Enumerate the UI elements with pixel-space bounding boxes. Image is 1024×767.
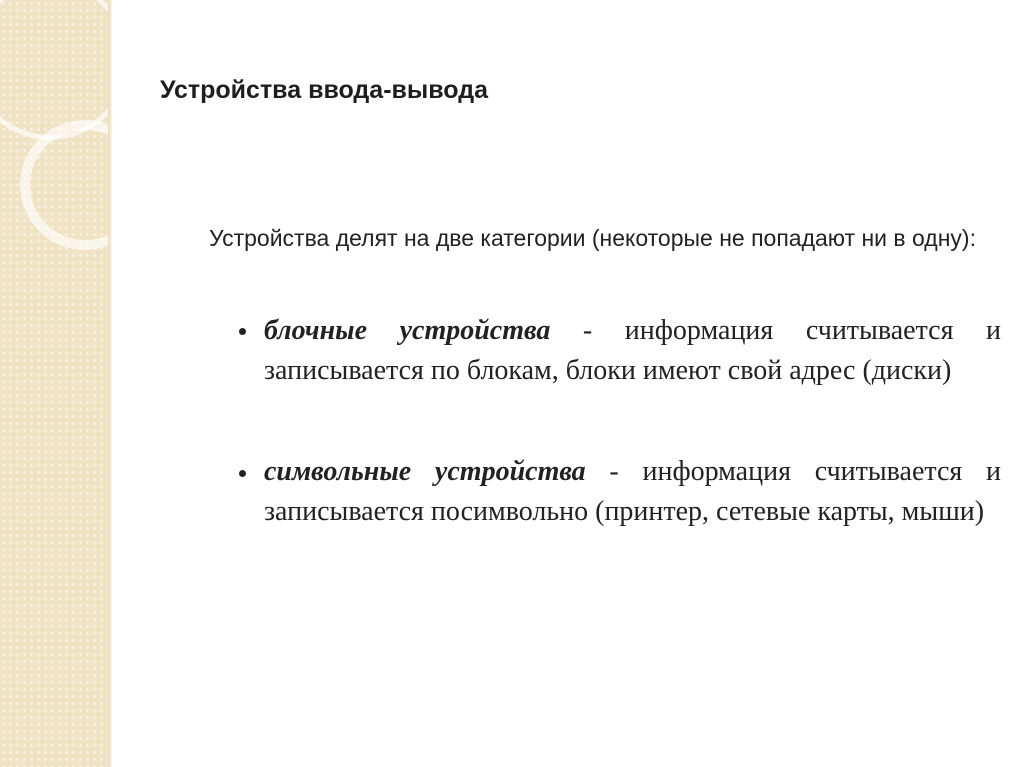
bullet-term: блочные устройства (264, 315, 551, 346)
bullet-dot-icon (239, 328, 246, 335)
decorative-side-panel (0, 0, 108, 767)
decorative-ring-middle (20, 120, 150, 250)
bullet-description: - информация считывается и записывается по блокам, блоки имеют свой адрес (диски) (264, 315, 1002, 386)
bullet-description: - информация считывается и записывается посимвольно (принтер, сетевые карты, мыши) (264, 456, 1001, 527)
bullet-term: символьные устройства (264, 456, 586, 487)
intro-paragraph: Устройства делят на две категории (некоторые не попадают ни в одну): (209, 225, 976, 251)
bullet-item-character-devices (264, 452, 1001, 532)
bullet-item-block-devices (264, 311, 1001, 391)
bullet-dot-icon (239, 470, 246, 477)
side-panel-edge (108, 0, 112, 767)
slide-title: Устройства ввода-вывода (160, 76, 488, 104)
